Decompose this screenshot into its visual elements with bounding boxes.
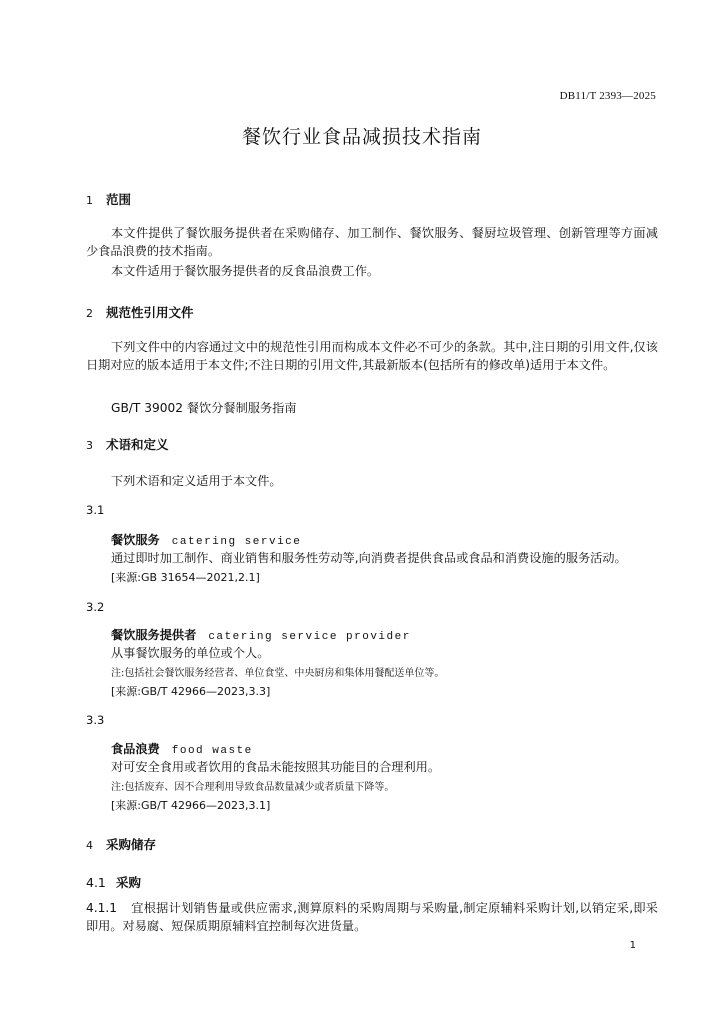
section-number: 3 xyxy=(86,439,93,452)
subsection-number: 4.1 xyxy=(86,875,106,890)
term-heading xyxy=(111,626,411,643)
term-zh: 餐饮服务提供者 xyxy=(111,628,197,642)
term-en: catering service provider xyxy=(208,631,411,643)
section-number: 2 xyxy=(86,307,93,320)
term-definition: 从事餐饮服务的单位或个人。 xyxy=(111,646,270,660)
clause-number: 4.1.1 xyxy=(86,901,118,915)
scope-paragraph-2: 本文件适用于餐饮服务提供者的反食品浪费工作。 xyxy=(111,264,380,278)
subsection-4-1-heading xyxy=(86,873,141,891)
term-heading xyxy=(111,531,301,548)
term-source: [来源:GB 31654—2021,2.1] xyxy=(111,571,260,584)
term-number: 3.1 xyxy=(86,503,105,517)
section-3-heading xyxy=(86,435,169,453)
section-4-heading xyxy=(86,835,156,853)
section-title: 采购储存 xyxy=(106,837,157,852)
clause-4-1-1 xyxy=(86,899,658,935)
subsection-title: 采购 xyxy=(116,875,142,890)
term-definition: 对可安全食用或者饮用的食品未能按照其功能目的合理利用。 xyxy=(111,760,441,774)
section-number: 4 xyxy=(86,839,93,852)
scope-paragraph-1: 本文件提供了餐饮服务提供者在采购储存、加工制作、餐饮服务、餐厨垃圾管理、创新管理等方面减少食品浪费的技术指南。 xyxy=(86,226,658,258)
term-zh: 餐饮服务 xyxy=(111,533,160,547)
term-heading xyxy=(111,740,253,757)
standard-code: DB11/T 2393—2025 xyxy=(559,90,656,102)
term-note: 注:包括社会餐饮服务经营者、单位食堂、中央厨房和集体用餐配送单位等。 xyxy=(111,668,445,679)
term-number: 3.3 xyxy=(86,713,105,727)
normative-paragraph: 下列文件中的内容通过文中的规范性引用而构成本文件必不可少的条款。其中,注日期的引用文件,仅该日期对应的版本适用于本文件;不注日期的引用文件,其最新版本(包括所有的修改单)适用于本文件。 xyxy=(86,340,658,372)
term-note: 注:包括废弃、因不合理利用导致食品数量减少或者质量下降等。 xyxy=(111,782,395,793)
document-title: 餐饮行业食品减损技术指南 xyxy=(241,126,482,148)
section-title: 规范性引用文件 xyxy=(106,305,194,320)
section-number: 1 xyxy=(86,194,93,207)
term-en: catering service xyxy=(171,536,302,548)
page-number: 1 xyxy=(629,940,636,951)
section-title: 范围 xyxy=(106,192,132,207)
term-source: [来源:GB/T 42966—2023,3.3] xyxy=(111,685,271,698)
terms-intro: 下列术语和定义适用于本文件。 xyxy=(111,474,282,488)
term-en: food waste xyxy=(171,745,253,757)
section-2-heading xyxy=(86,303,194,321)
normative-reference: GB/T 39002 餐饮分餐制服务指南 xyxy=(111,401,297,415)
term-source: [来源:GB/T 42966—2023,3.1] xyxy=(111,799,271,812)
section-title: 术语和定义 xyxy=(106,437,169,452)
clause-text: 宜根据计划销售量或供应需求,测算原料的采购周期与采购量,制定原辅料采购计划,以销定采,即采即用。对易腐、短保质期原辅料宜控制每次进货量。 xyxy=(86,901,658,933)
term-number: 3.2 xyxy=(86,600,105,614)
term-definition: 通过即时加工制作、商业销售和服务性劳动等,向消费者提供食品或食品和消费设施的服务活动。 xyxy=(111,551,627,565)
section-1-heading xyxy=(86,190,131,208)
term-zh: 食品浪费 xyxy=(111,742,160,756)
